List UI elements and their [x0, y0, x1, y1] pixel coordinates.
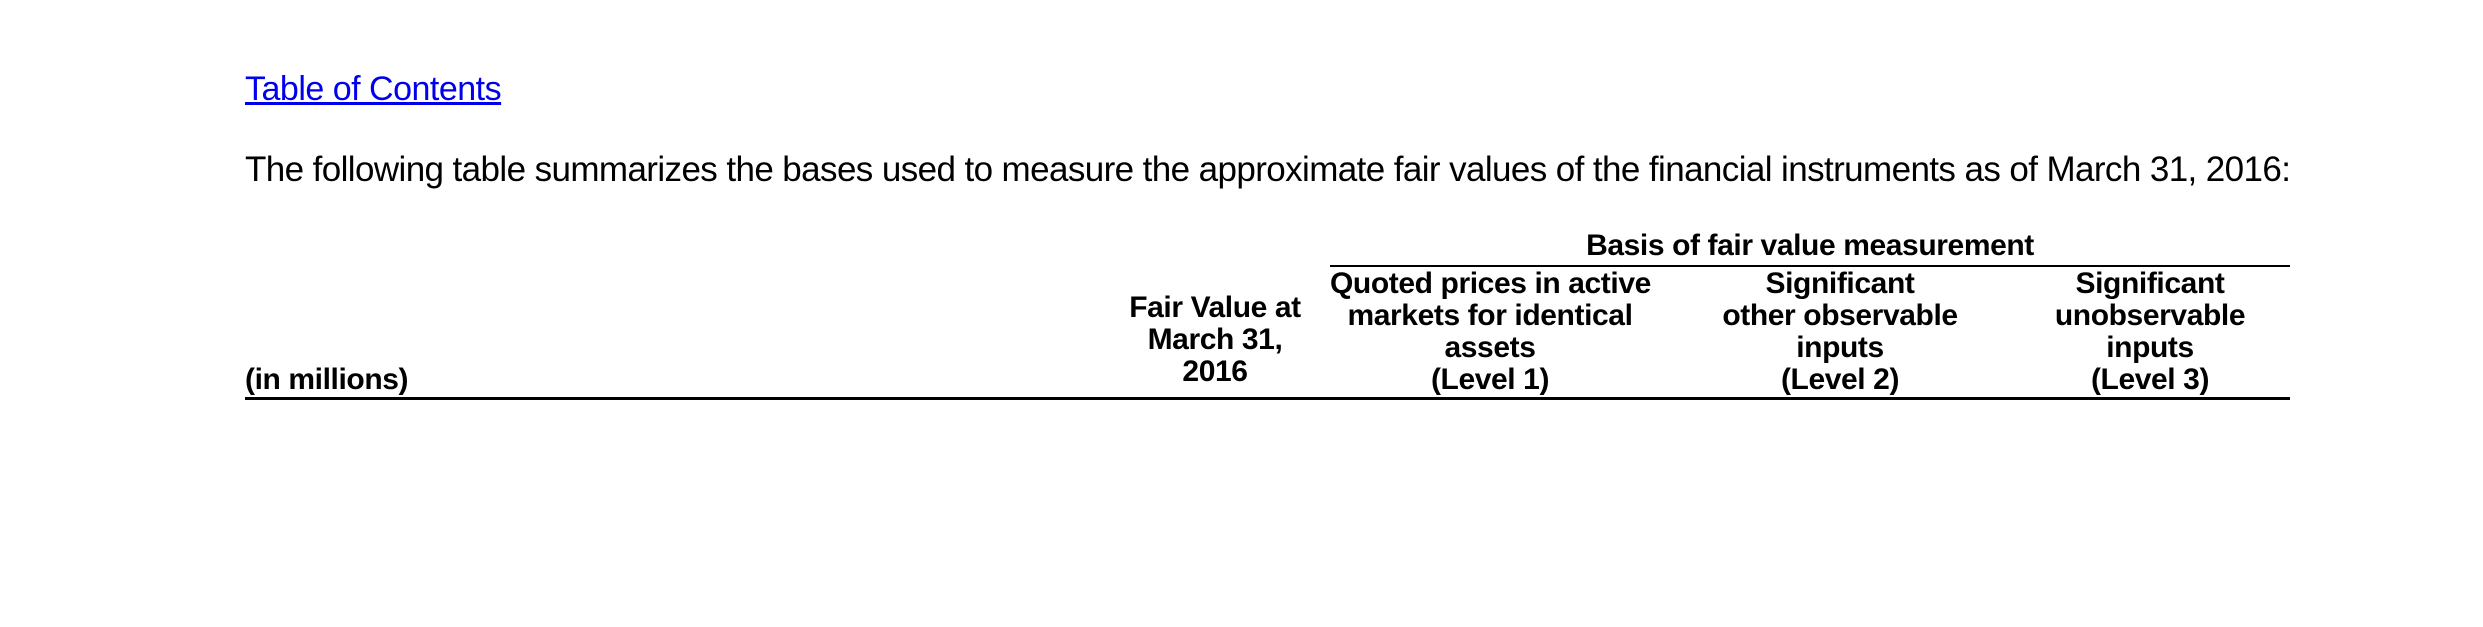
intro-paragraph: The following table summarizes the bases used to measure the approximate fair values of the financial instruments as of March 31, 2016:	[245, 150, 2291, 189]
units-label: (in millions)	[245, 363, 409, 396]
column-header-line: March 31,	[1147, 323, 1283, 356]
column-header-line: (Level 3)	[2090, 363, 2210, 396]
column-header-line: Significant	[1765, 267, 1915, 300]
column-header-fair-value	[1110, 292, 1320, 388]
column-header-line: other observable	[1722, 299, 1958, 332]
column-header-line: markets for identical	[1347, 299, 1633, 332]
column-header-line: unobservable	[2054, 299, 2246, 332]
column-header-line: (Level 2)	[1780, 363, 1900, 396]
column-header-level-1	[1330, 268, 1650, 396]
header-bottom-rule	[245, 397, 2290, 400]
column-header-level-3	[2000, 268, 2300, 396]
column-header-line: inputs	[1796, 331, 1884, 364]
column-header-line: inputs	[2106, 331, 2194, 364]
table-of-contents-link[interactable]: Table of Contents	[245, 70, 502, 108]
group-header-basis-of-fair-value: Basis of fair value measurement	[1586, 229, 2034, 262]
column-header-level-2	[1680, 268, 2000, 396]
column-header-line: Fair Value at	[1129, 291, 1301, 324]
column-header-line: Significant	[2075, 267, 2225, 300]
column-header-line: (Level 1)	[1430, 363, 1550, 396]
column-header-line: 2016	[1182, 355, 1248, 388]
column-header-line: assets	[1444, 331, 1536, 364]
column-header-line: Quoted prices in active	[1330, 267, 1651, 300]
